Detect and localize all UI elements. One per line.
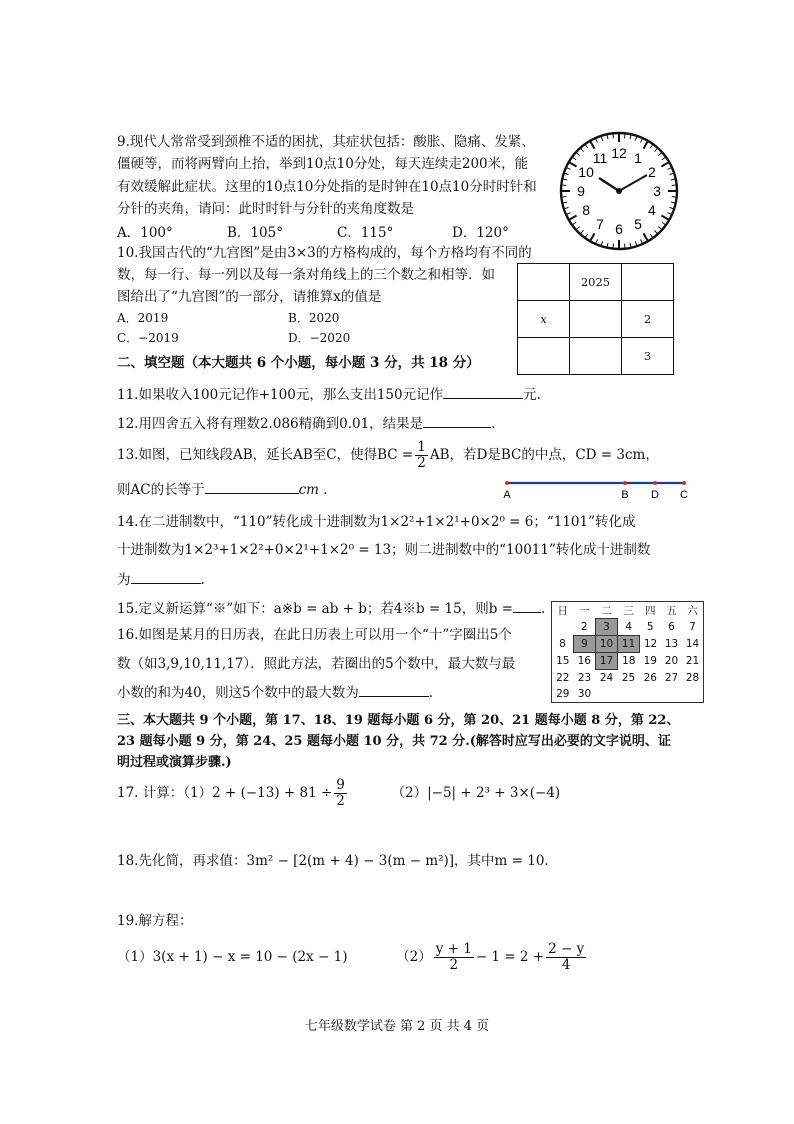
calendar-day: 20 bbox=[664, 655, 679, 667]
calendar-day: 6 bbox=[668, 621, 675, 633]
grid-cell: x bbox=[518, 301, 570, 338]
clock-tick bbox=[591, 233, 595, 240]
clock-tick bbox=[658, 153, 661, 156]
q13-text-mid: AB，若D是BC的中点，CD = 3cm， bbox=[429, 447, 659, 463]
answer-blank[interactable] bbox=[359, 684, 429, 697]
calendar-day: 8 bbox=[559, 638, 566, 650]
answer-blank[interactable] bbox=[205, 481, 299, 494]
calendar-day: 19 bbox=[643, 655, 657, 667]
clock-tick bbox=[573, 157, 576, 159]
answer-blank[interactable] bbox=[513, 600, 541, 613]
clock-tick bbox=[635, 241, 636, 245]
clock-numeral: 6 bbox=[615, 221, 623, 237]
calendar-day: 14 bbox=[685, 638, 700, 650]
q11 bbox=[117, 386, 541, 404]
clock-tick bbox=[596, 139, 598, 143]
calendar-day: 29 bbox=[556, 688, 570, 700]
grid-cell bbox=[622, 264, 674, 301]
clock-tick bbox=[577, 226, 580, 229]
clock-tick bbox=[662, 222, 665, 224]
q16-line2: 数（如3,9,10,11,17）．照此方法，若圈出的5个数中，最大数与最 bbox=[117, 656, 516, 672]
q10-line3: 图给出了“九宫图”的一部分，请推算x的值是 bbox=[117, 289, 382, 305]
q19-frac2-num: 2 − y bbox=[548, 941, 585, 957]
q19-frac1-den: 2 bbox=[449, 957, 459, 973]
calendar-day bbox=[618, 686, 640, 703]
calendar-day: 4 bbox=[625, 620, 633, 633]
point-label-a: A bbox=[503, 489, 511, 501]
grid-cell bbox=[518, 264, 570, 301]
section3-line1: 三、本大题共 9 个小题，第 17、18、19 题每小题 6 分，第 20、21 题每小题 8 分，第 22、 bbox=[117, 713, 680, 728]
calendar-header: 日 bbox=[557, 604, 568, 617]
clock-tick bbox=[635, 137, 636, 141]
q16-line3 bbox=[117, 684, 433, 702]
q14-text: 为 bbox=[117, 572, 131, 588]
clock-numeral: 9 bbox=[577, 183, 585, 199]
q18-condition: ，其中m = 10. bbox=[454, 853, 549, 869]
grid-cell: 3 bbox=[622, 338, 674, 375]
section3-line2: 23 题每小题 9 分，第 24、25 题每小题 10 分，共 72 分.(解答时应写出必要的文字说明、证 bbox=[117, 734, 671, 749]
q18-text: 18.先化简，再求值： bbox=[117, 853, 247, 869]
clock-tick bbox=[565, 207, 569, 208]
calendar-day: 18 bbox=[622, 655, 636, 668]
q14-line1: 14.在二进制数中，“110”转化成十进制数为1×2²+1×2¹+0×2⁰ = 6；“1101”转化成 bbox=[117, 514, 636, 530]
calendar-day: 30 bbox=[577, 688, 592, 700]
calendar-table bbox=[551, 601, 704, 703]
q13-frac-num: 1 bbox=[417, 439, 426, 455]
q10-option-b: B．2020 bbox=[288, 311, 340, 325]
minute-hand bbox=[619, 175, 647, 191]
q12-text: 12.用四舍五入将有理数2.086精确到0.01，结果是 bbox=[117, 416, 424, 432]
calendar-day: 24 bbox=[599, 672, 614, 684]
q19-frac1 bbox=[434, 942, 474, 973]
q17-label2: （2） bbox=[391, 785, 428, 801]
calendar-day: 10 bbox=[596, 636, 618, 653]
clock-numeral: 3 bbox=[653, 183, 661, 199]
q14-line2: 十进制数为1×2³+1×2²+0×2¹+1×2⁰ = 13；则二进制数中的“10011”转化成十进制数 bbox=[117, 542, 651, 558]
answer-blank[interactable] bbox=[443, 386, 523, 399]
q9-option-a: A．100° bbox=[117, 225, 173, 241]
calendar-day: 26 bbox=[643, 671, 657, 684]
clock-tick bbox=[641, 239, 643, 243]
q9-option-d: D．120° bbox=[452, 225, 509, 241]
q19-parts bbox=[117, 940, 588, 974]
q9-line4: 分针的夹角，请问：此时时针与分针的夹角度数是 bbox=[117, 201, 414, 217]
q19-part2-mid: − 1 = 2 + bbox=[475, 949, 545, 965]
clock-tick bbox=[570, 163, 577, 167]
calendar-header: 一 bbox=[579, 604, 590, 617]
q16-text: 小数的和为40，则这5个数中的最大数为 bbox=[117, 685, 359, 701]
q11-text: 11.如果收入100元记作+100元，那么支出150元记作 bbox=[117, 387, 444, 403]
q16-end: . bbox=[428, 685, 434, 701]
grid-cell bbox=[518, 338, 570, 375]
grid-cell: 2025 bbox=[570, 264, 622, 301]
clock-tick bbox=[581, 149, 584, 152]
clock-tick bbox=[565, 173, 569, 174]
point-label-c: C bbox=[680, 489, 688, 501]
clock-numeral: 7 bbox=[596, 215, 604, 232]
answer-blank[interactable] bbox=[131, 571, 201, 584]
q19-label2: （2） bbox=[396, 949, 432, 965]
hour-hand bbox=[599, 178, 619, 191]
clock-tick bbox=[567, 213, 571, 215]
calendar-header: 三 bbox=[623, 604, 634, 617]
q13-text: 13.如图，已知线段AB，延长AB至C，使得BC = bbox=[117, 447, 414, 463]
calendar-day bbox=[552, 619, 574, 636]
clock-tick bbox=[644, 233, 648, 240]
clock-figure bbox=[556, 128, 682, 254]
clock-tick bbox=[607, 243, 608, 247]
calendar-day: 2 bbox=[580, 620, 588, 633]
clock-tick bbox=[570, 216, 577, 220]
q18 bbox=[117, 852, 549, 870]
clock-tick bbox=[650, 145, 652, 148]
q11-unit: 元. bbox=[523, 387, 541, 403]
section3-line3: 明过程或演算步骤.) bbox=[117, 755, 232, 770]
clock-tick bbox=[596, 239, 598, 243]
calendar-day: 16 bbox=[577, 655, 591, 668]
calendar-day: 5 bbox=[646, 621, 654, 633]
calendar-day bbox=[596, 686, 618, 703]
clock-tick bbox=[630, 135, 631, 139]
q14-end: . bbox=[200, 572, 205, 588]
q17-frac-num: 9 bbox=[336, 777, 345, 793]
calendar-header: 四 bbox=[645, 604, 656, 617]
clock-tick bbox=[667, 168, 671, 170]
clock-tick bbox=[661, 216, 668, 220]
clock-tick bbox=[667, 213, 671, 215]
clock-tick bbox=[641, 139, 643, 143]
nine-grid-table bbox=[517, 263, 674, 375]
clock-tick bbox=[630, 243, 631, 247]
clock-tick bbox=[669, 173, 673, 174]
calendar-day: 3 bbox=[596, 619, 618, 636]
clock-tick bbox=[661, 163, 668, 167]
clock-tick bbox=[662, 157, 665, 159]
q17-frac-den: 2 bbox=[336, 793, 345, 809]
q10-option-c: C．−2019 bbox=[117, 331, 179, 345]
calendar-day: 22 bbox=[556, 671, 570, 684]
clock-tick bbox=[567, 168, 571, 170]
calendar-day: 7 bbox=[689, 621, 696, 633]
q16-line1: 16.如图是某月的日历表，在此日历表上可以用一个“十”字圈出5个 bbox=[117, 627, 512, 643]
q13-unit: cm . bbox=[298, 482, 328, 498]
clock-numeral: 2 bbox=[648, 164, 656, 180]
clock-tick bbox=[573, 222, 576, 224]
clock-tick bbox=[669, 207, 673, 208]
clock-tick bbox=[671, 179, 675, 180]
q17-expr1: 2 + (−13) + 81 ÷ bbox=[212, 785, 333, 801]
q18-expr: 3m² − [2(m + 4) − 3(m − m²)] bbox=[246, 853, 455, 869]
q19-title: 19.解方程： bbox=[117, 913, 193, 929]
calendar-day: 23 bbox=[577, 671, 592, 684]
clock-numeral: 10 bbox=[578, 164, 594, 180]
q17-expr2: |−5| + 2³ + 3×(−4) bbox=[427, 785, 561, 801]
q13-line2-text: 则AC的长等于 bbox=[117, 482, 205, 498]
calendar-day: 27 bbox=[664, 671, 679, 684]
clock-numeral: 12 bbox=[611, 145, 627, 161]
clock-tick bbox=[644, 142, 648, 149]
clock-tick bbox=[585, 145, 587, 148]
clock-tick bbox=[601, 241, 602, 245]
q10-line2: 数，每一行、每一列以及每一条对角线上的三个数之和相等．如 bbox=[117, 267, 495, 283]
calendar-day: 9 bbox=[574, 636, 596, 653]
q15 bbox=[117, 600, 545, 618]
calendar-day: 17 bbox=[596, 653, 618, 670]
clock-tick bbox=[654, 149, 657, 152]
q9-line1: 9.现代人常常受到颈椎不适的困扰，其症状包括：酸胀、隐痛、发紧、 bbox=[117, 134, 535, 150]
q19-label1: （1） bbox=[117, 949, 153, 965]
q9-option-c: C．115° bbox=[337, 225, 394, 241]
q19-frac2 bbox=[546, 942, 586, 973]
q17-label: 17. 计算：（1） bbox=[117, 785, 213, 801]
q9-option-b: B．105° bbox=[227, 225, 283, 241]
segment-figure bbox=[500, 473, 692, 501]
clock-tick bbox=[577, 153, 580, 156]
grid-cell bbox=[570, 338, 622, 375]
q19-part1: 3(x + 1) − x = 10 − (2x − 1) bbox=[152, 949, 348, 965]
calendar-day: 13 bbox=[664, 638, 679, 650]
clock-tick bbox=[654, 230, 657, 233]
calendar-day: 25 bbox=[621, 671, 636, 684]
section2-title: 二、填空题（本大题共 6 个小题，每小题 3 分，共 18 分） bbox=[117, 355, 480, 371]
clock-tick bbox=[585, 234, 587, 237]
clock-numeral: 11 bbox=[592, 150, 608, 167]
calendar-header: 六 bbox=[687, 604, 698, 617]
q10-option-d: D．−2020 bbox=[288, 331, 351, 345]
q10-line1: 10.我国古代的“九宫图”是由3×3的方格构成的，每个方格均有不同的 bbox=[117, 245, 532, 261]
clock-tick bbox=[581, 230, 584, 233]
q9-line2: 僵硬等，而将两臂向上抬，举到10点10分处，每天连续走200米，能 bbox=[117, 156, 529, 172]
clock-numeral: 8 bbox=[582, 202, 590, 218]
clock-tick bbox=[563, 179, 567, 180]
calendar-day: 15 bbox=[556, 655, 570, 667]
grid-cell bbox=[570, 301, 622, 338]
calendar-day: 11 bbox=[618, 636, 640, 653]
clock-tick bbox=[671, 202, 675, 203]
clock-tick bbox=[591, 142, 595, 149]
calendar-day bbox=[640, 686, 662, 703]
calendar-day: 28 bbox=[685, 671, 700, 684]
q13-line2 bbox=[117, 481, 328, 499]
calendar-header: 二 bbox=[601, 604, 612, 617]
point-label-d: D bbox=[651, 489, 659, 501]
q15-end: . bbox=[540, 601, 546, 617]
q13-frac-den: 2 bbox=[417, 455, 426, 471]
clock-numeral: 4 bbox=[648, 202, 656, 218]
q9-line3: 有效缓解此症状。这里的10点10分处指的是时钟在10点10分时时针和 bbox=[117, 179, 537, 195]
page-footer: 七年级数学试卷 第 2 页 共 4 页 bbox=[304, 1019, 490, 1034]
q17-fraction bbox=[334, 778, 347, 809]
calendar-day bbox=[682, 686, 704, 703]
q13-line1 bbox=[117, 440, 659, 471]
grid-cell: 2 bbox=[622, 301, 674, 338]
clock-tick bbox=[650, 234, 652, 237]
q17 bbox=[117, 776, 560, 810]
calendar-day: 12 bbox=[643, 638, 658, 650]
q10-option-a: A．2019 bbox=[117, 311, 169, 325]
q13-fraction bbox=[415, 440, 428, 471]
calendar-header: 五 bbox=[666, 604, 677, 617]
calendar-day: 21 bbox=[685, 655, 700, 667]
q14-line3 bbox=[117, 571, 205, 589]
calendar-day bbox=[661, 686, 682, 703]
clock-tick bbox=[658, 226, 661, 229]
clock-numeral: 1 bbox=[634, 150, 642, 167]
answer-blank[interactable] bbox=[423, 415, 491, 428]
clock-tick bbox=[601, 137, 602, 141]
q15-text: 15.定义新运算“※”如下：a※b = ab + b；若4※b = 15，则b = bbox=[117, 601, 513, 617]
clock-tick bbox=[607, 135, 608, 139]
q19-frac2-den: 4 bbox=[561, 957, 571, 973]
q12 bbox=[117, 415, 495, 433]
q19-frac1-num: y + 1 bbox=[435, 941, 472, 957]
clock-numeral: 5 bbox=[634, 215, 642, 232]
point-label-b: B bbox=[621, 489, 629, 501]
q12-end: . bbox=[491, 416, 496, 432]
clock-tick bbox=[563, 202, 567, 203]
